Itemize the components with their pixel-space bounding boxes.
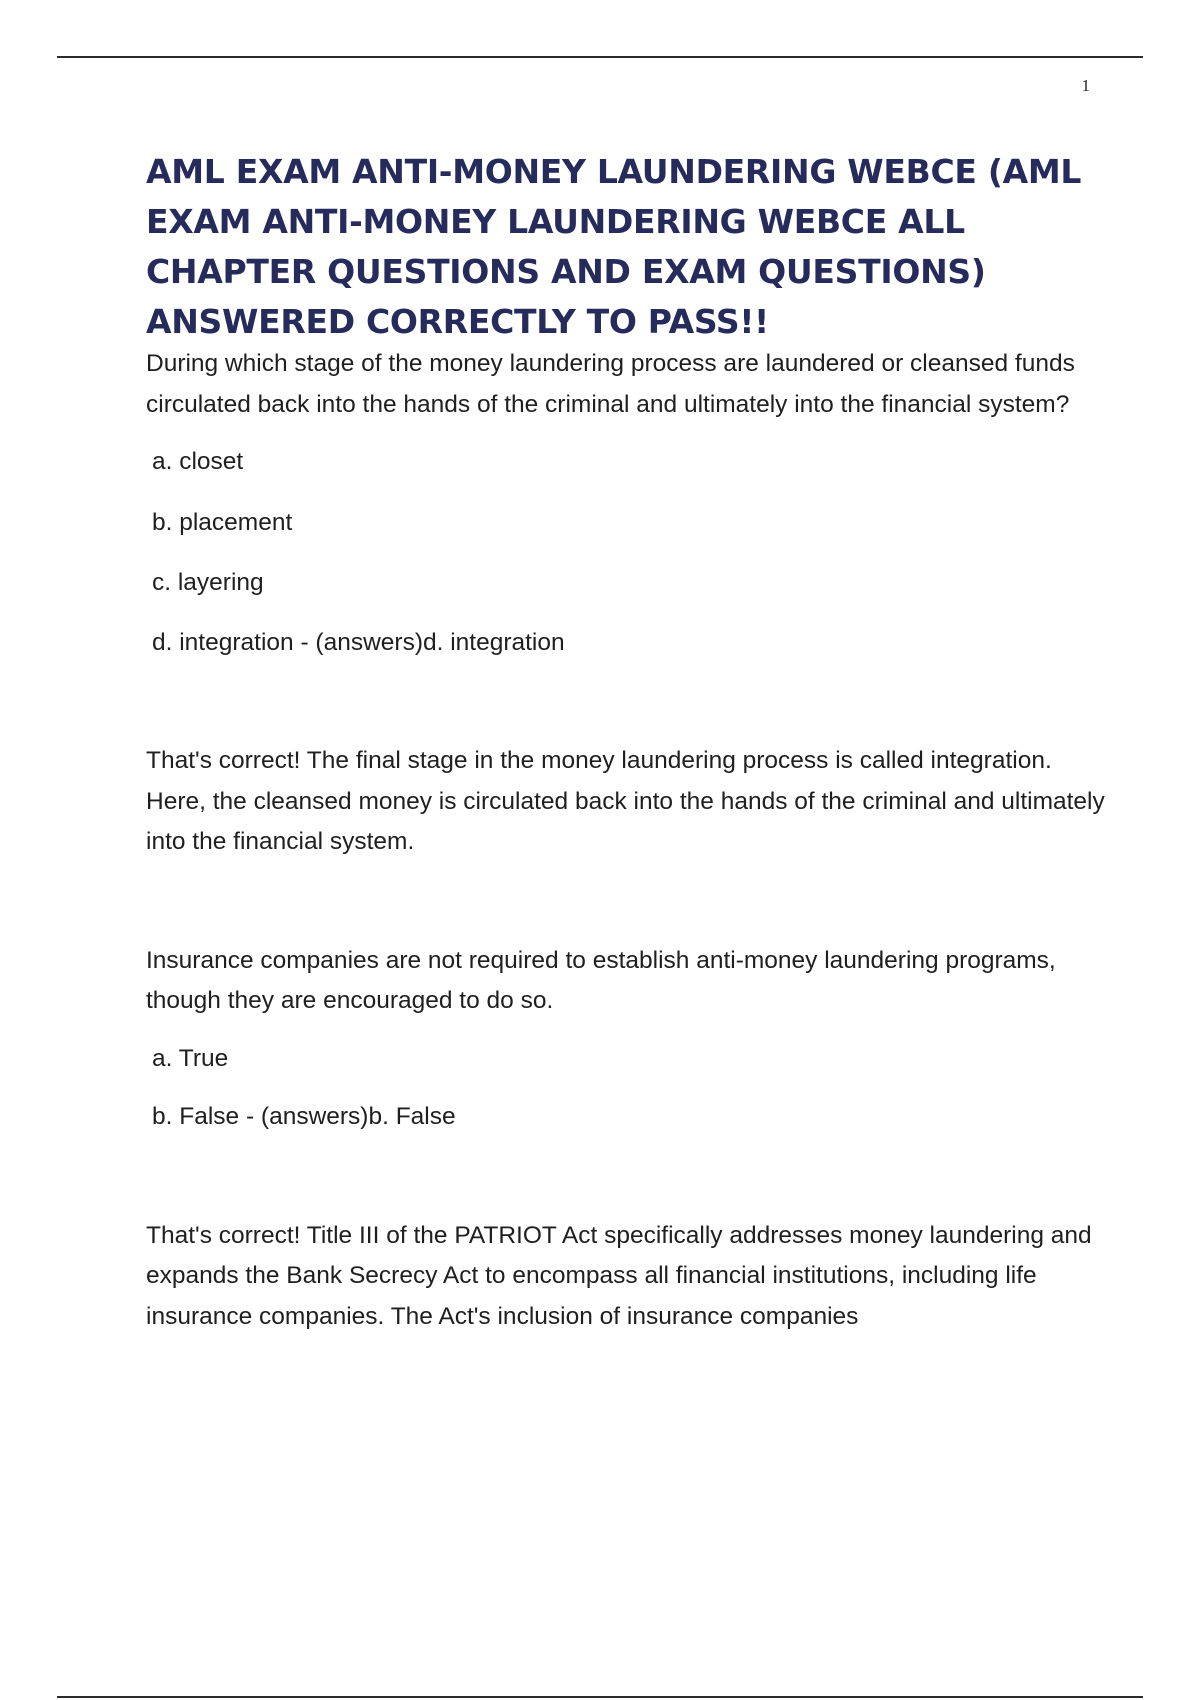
- question-1-option-a: a. closet: [152, 448, 244, 475]
- page-number: 1: [1081, 76, 1090, 95]
- question-2-option-b: b. False - (answers)b. False: [152, 1103, 456, 1130]
- question-1-option-b: b. placement: [152, 508, 293, 536]
- question-1-option-d: d. integration - (answers)d. integration: [152, 628, 565, 656]
- question-2-options: [146, 1039, 1106, 1138]
- question-1-explanation: That's correct! The final stage in the money laundering process is called integration. Here, the cleansed money is circulated back into the hands of the criminal and ultimately into the financial system.: [146, 747, 1105, 855]
- document-title: AML EXAM ANTI-MONEY LAUNDERING WEBCE (AML EXAM ANTI-MONEY LAUNDERING WEBCE ALL CHAPTER QUESTIONS AND EXAM QUESTIONS) ANSWERED CORRECTLY TO PASS!!: [146, 152, 1082, 341]
- question-1-options: [146, 442, 1106, 663]
- question-2-explanation: That's correct! Title III of the PATRIOT Act specifically addresses money laundering and expands the Bank Secrecy Act to encompass all financial institutions, including life insurance companies. The Act's inclusion of insurance companies: [146, 1221, 1092, 1330]
- footer-rule: [57, 1696, 1143, 1698]
- header-rule: [57, 56, 1143, 58]
- document-body: [146, 147, 1106, 1337]
- question-1-text: During which stage of the money laundering process are laundered or cleansed funds circulated back into the hands of the criminal and ultimately into the financial system?: [146, 350, 1075, 418]
- question-2-text: Insurance companies are not required to establish anti-money laundering programs, though they are encouraged to do so.: [146, 946, 1056, 1014]
- question-1-option-c: c. layering: [152, 569, 264, 596]
- question-2-option-a: a. True: [152, 1044, 229, 1072]
